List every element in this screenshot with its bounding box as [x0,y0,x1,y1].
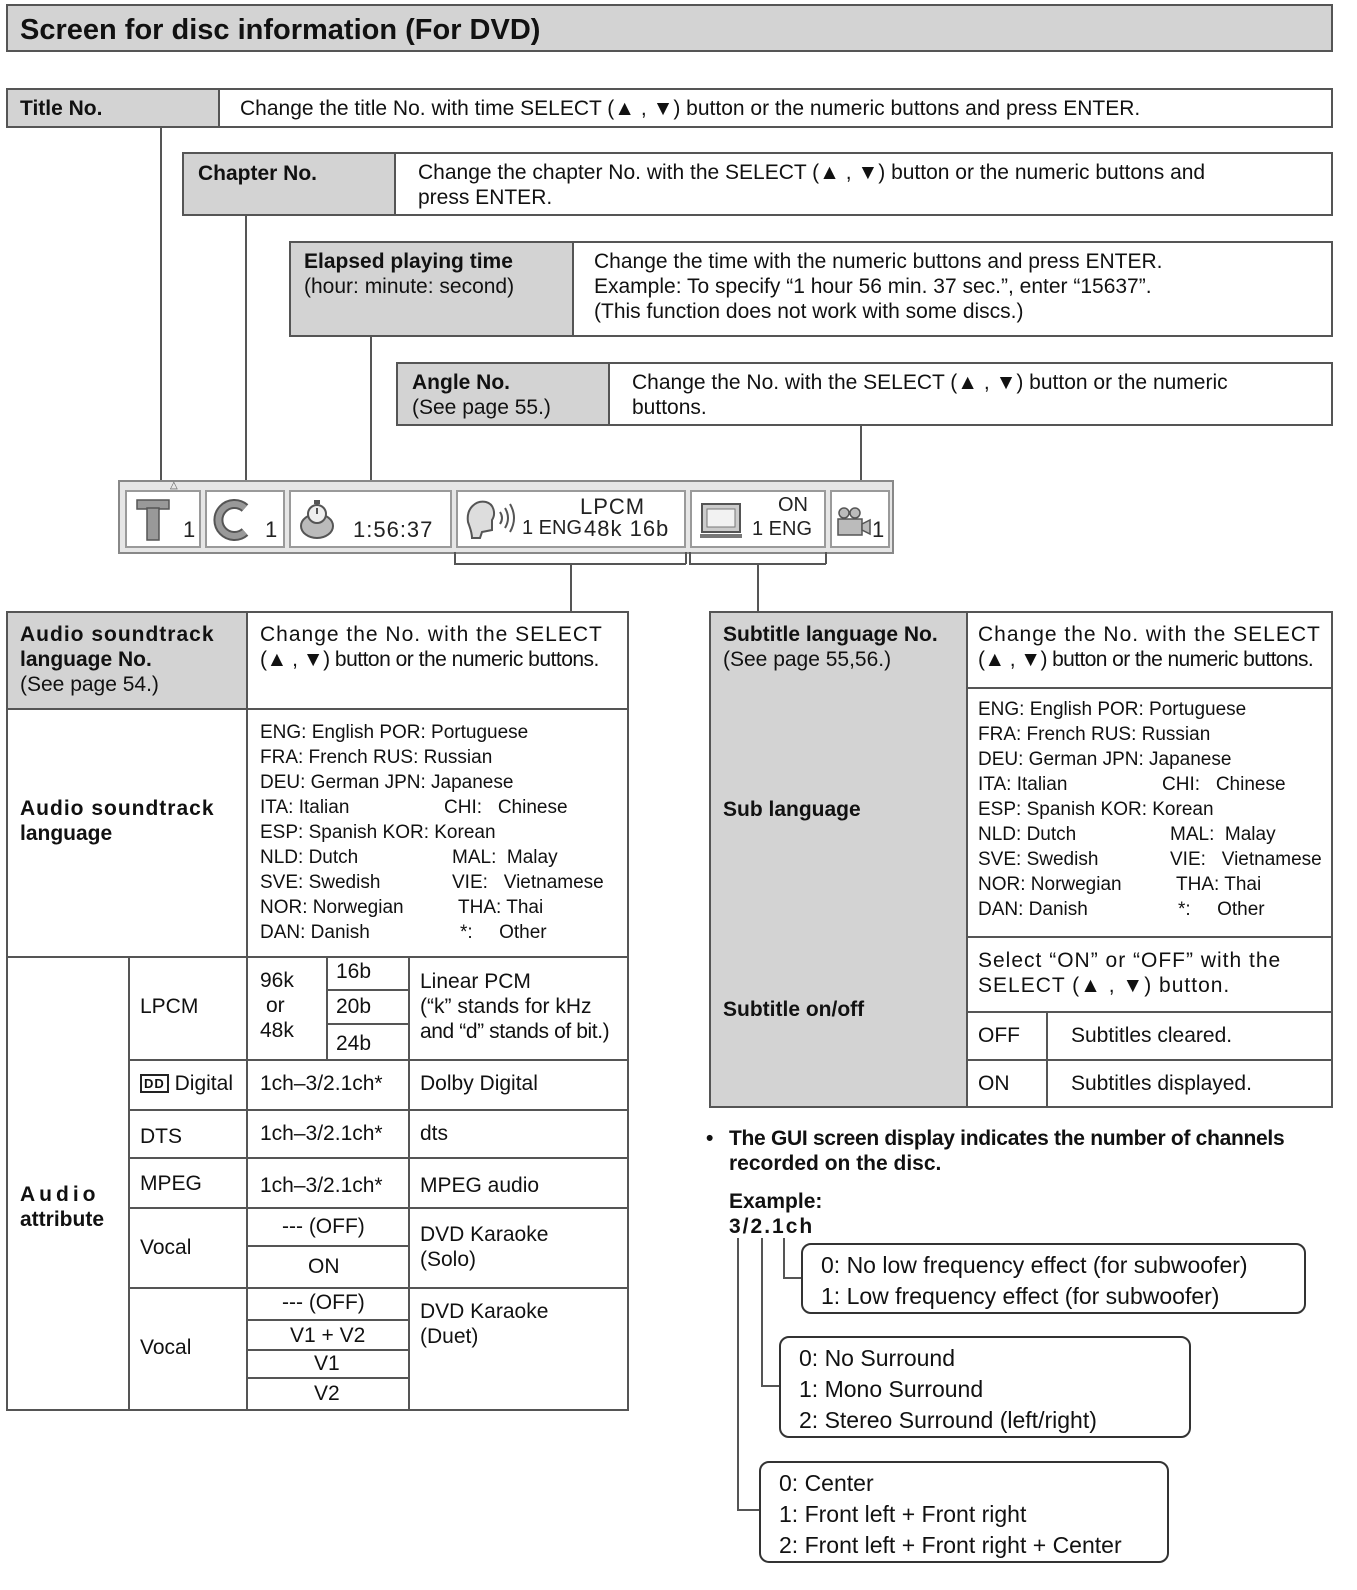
vocal-duet-v1: V1 [314,1352,340,1375]
sub-lang-7: NOR: Norwegian [978,874,1122,895]
lpcm-rate-line1: 96k [260,969,294,992]
vocal-duet-v1v2: V1 + V2 [290,1324,366,1347]
lpcm-bits-24: 24b [336,1032,372,1055]
subtitle-onoff-desc-line2: SELECT (▲ , ▼) button. [978,974,1231,997]
subtitle-header-desc-line1: Change the No. with the SELECT [978,623,1321,646]
subtitle-header-line2: (See page 55,56.) [723,648,892,671]
connector-front [737,1238,739,1510]
connector-angle [860,426,862,482]
audio-header-line1: Audio soundtrack [20,623,215,646]
elapsed-desc-line2: Example: To specify “1 hour 56 min. 37 sec.”, enter “15637”. [594,275,1152,298]
front-line3: 2: Front left + Front right + Center [779,1532,1122,1558]
sub-lang-3: ITA: Italian [978,774,1068,795]
title-no-label-box [6,88,220,128]
surround-line1: 0: No Surround [799,1345,955,1371]
lpcm-rate-cell [246,956,328,1061]
monitor-icon [700,502,744,540]
sub-language-list [966,687,1331,938]
audio-header-desc-cell [246,613,627,710]
audio-lang-1: FRA: French RUS: Russian [260,747,493,768]
angle-no-label-line2: (See page 55.) [412,396,551,419]
audio-lang-label-line2: language [20,822,113,845]
vocal-duet-name: Vocal [140,1336,192,1359]
audio-lang-0: ENG: English POR: Portuguese [260,722,529,743]
angle-no-label-line1: Angle No. [412,371,510,394]
example-label: Example: [729,1190,823,1213]
vocal-solo-on-cell [246,1245,410,1289]
surround-box [779,1336,1191,1438]
subtitle-onoff-desc-cell [966,936,1331,1013]
connector-lfe [783,1238,785,1278]
dts-name-cell [128,1109,248,1159]
mpeg-name-cell [128,1157,248,1209]
elapsed-label-box [289,241,574,337]
mpeg-desc: MPEG audio [420,1174,540,1197]
subtitle-onoff-label-cell [711,936,968,1106]
angle-no-desc-box [608,362,1333,426]
subtitle-on-desc-cell [1046,1059,1331,1106]
dolby-channels-cell [246,1059,410,1111]
osd-angle-segment [830,490,890,548]
osd-audio-format: 48k 16b [584,516,670,541]
audio-attr-label-cell [8,956,130,1409]
subtitle-on-key-cell [966,1059,1048,1106]
dts-name: DTS [140,1125,182,1148]
lpcm-desc-line2: (“k” stands for kHz [420,995,592,1018]
chapter-no-desc-box [394,152,1333,216]
angle-no-desc-line1: Change the No. with the SELECT (▲ , ▼) button or the numeric [632,371,1228,394]
audio-attr-label-line1: Audio [20,1183,100,1206]
vocal-solo-name-cell [128,1207,248,1289]
dts-channels: 1ch–3/2.1ch* [260,1122,383,1145]
vocal-solo-on: ON [308,1255,340,1278]
vocal-duet-name-cell [128,1287,248,1409]
osd-time-value: 1:56:37 [353,517,434,542]
note-line1: The GUI screen display indicates the number of channels [729,1127,1285,1150]
lpcm-bits-16: 16b [336,960,372,983]
connector-audio [570,563,572,611]
mpeg-desc-cell [408,1157,627,1209]
sub-lang-4: ESP: Spanish KOR: Korean [978,799,1214,820]
lfe-box [801,1243,1306,1314]
dolby-channels: 1ch–3/2.1ch* [260,1072,383,1095]
connector-lfe-h [783,1277,803,1279]
mpeg-channels: 1ch–3/2.1ch* [260,1174,383,1197]
front-box [759,1461,1169,1563]
audio-attr-label-line2: attribute [20,1208,104,1231]
audio-lang-7b: THA: Thai [458,897,544,918]
sub-language-label-cell [711,687,968,938]
audio-header-desc-line1: Change the No. with the SELECT [260,623,603,646]
vocal-duet-desc-line1: DVD Karaoke [420,1300,549,1323]
bracket-subtitle-right [825,552,827,564]
audio-lang-7: NOR: Norwegian [260,897,404,918]
speaker-head-icon [462,496,520,542]
sub-lang-6: SVE: Swedish [978,849,1099,870]
front-line1: 0: Center [779,1470,874,1496]
connector-elapsed [370,337,372,482]
dolby-desc-cell [408,1059,627,1111]
audio-header-label-cell [8,613,248,710]
osd-angle-value: 1 [872,517,885,542]
front-line2: 1: Front left + Front right [779,1501,1027,1527]
audio-lang-2: DEU: German JPN: Japanese [260,772,514,793]
chapter-no-label: Chapter No. [198,162,318,185]
sub-lang-8b: *: Other [1178,899,1265,920]
audio-lang-label-cell [8,708,248,958]
sub-lang-5b: MAL: Malay [1170,824,1276,845]
audio-lang-3: ITA: Italian [260,797,350,818]
dolby-logo-icon: DD [140,1074,169,1093]
bracket-audio-right [685,552,687,564]
osd-audio-track: 1 ENG [522,517,583,539]
vocal-duet-desc-cell [408,1287,627,1409]
sub-lang-5: NLD: Dutch [978,824,1077,845]
subtitle-off-key-cell [966,1011,1048,1061]
vocal-duet-off: --- (OFF) [282,1291,365,1314]
camera-icon [836,506,872,540]
mpeg-name: MPEG [140,1172,202,1195]
lfe-line2: 1: Low frequency effect (for subwoofer) [821,1283,1220,1309]
audio-lang-5b: MAL: Malay [452,847,558,868]
connector-title [160,128,162,482]
dolby-desc: Dolby Digital [420,1072,538,1095]
lpcm-desc-cell [408,956,627,1061]
audio-header-desc-line2: (▲ , ▼) button or the numeric buttons. [260,648,599,671]
lpcm-rate-line2: or [266,994,285,1017]
osd-chapter-value: 1 [265,517,278,542]
mpeg-channels-cell [246,1157,410,1209]
osd-subtitle-track: 1 ENG [752,518,813,540]
subtitle-on-key: ON [978,1072,1010,1095]
osd-subtitle-segment [690,490,826,548]
title-t-icon [135,498,171,542]
example-value: 3/2.1ch [729,1215,815,1238]
dolby-name: Digital [174,1072,233,1095]
elapsed-label-line1: Elapsed playing time [304,250,513,273]
lpcm-desc-line3: and “d” stands of bit.) [420,1020,610,1043]
sub-lang-7b: THA: Thai [1176,874,1262,895]
surround-line3: 2: Stereo Surround (left/right) [799,1407,1097,1433]
sub-lang-2: DEU: German JPN: Japanese [978,749,1232,770]
audio-header-line3: (See page 54.) [20,673,159,696]
subtitle-header-desc-line2: (▲ , ▼) button or the numeric buttons. [978,648,1314,671]
audio-lang-8: DAN: Danish [260,922,370,943]
subtitle-header-line1: Subtitle language No. [723,623,938,646]
page-title: Screen for disc information (For DVD) [20,14,541,46]
chapter-no-desc-line1: Change the chapter No. with the SELECT (▲ , ▼) button or the numeric buttons and [418,161,1206,184]
vocal-solo-desc-cell [408,1207,627,1289]
connector-surround-h [761,1385,781,1387]
connector-front-h [737,1509,761,1511]
vocal-solo-desc-line1: DVD Karaoke [420,1223,549,1246]
audio-lang-3b: CHI: Chinese [444,797,568,818]
osd-title-value: 1 [183,517,196,542]
audio-lang-label-line1: Audio soundtrack [20,797,215,820]
osd-title-segment [125,490,201,548]
lfe-line1: 0: No low frequency effect (for subwoofer) [821,1252,1248,1278]
title-no-desc: Change the title No. with time SELECT (▲ , ▼) button or the numeric buttons and press ENTER. [240,97,1141,120]
subtitle-onoff-desc-line1: Select “ON” or “OFF” with the [978,949,1282,972]
sub-language-label: Sub language [723,798,861,821]
sub-lang-6b: VIE: Vietnamese [1170,849,1322,870]
subtitle-header-label-cell [711,613,968,689]
dolby-name-cell [128,1059,248,1111]
subtitle-on-desc: Subtitles displayed. [1071,1072,1252,1095]
vocal-solo-name: Vocal [140,1236,192,1259]
elapsed-desc-line1: Change the time with the numeric buttons and press ENTER. [594,250,1163,273]
sub-lang-0: ENG: English POR: Portuguese [978,699,1247,720]
osd-audio-segment [456,490,686,548]
osd-audio-top: LPCM [580,494,646,519]
audio-lang-6: SVE: Swedish [260,872,381,893]
osd-subtitle-state: ON [778,494,808,516]
lpcm-name-cell [128,956,248,1061]
vocal-duet-desc-line2: (Duet) [420,1325,479,1348]
connector-surround [761,1238,763,1386]
angle-no-label-box [396,362,610,426]
osd-chapter-segment [205,490,285,548]
connector-subtitle [757,563,759,611]
chapter-no-desc-line2: press ENTER. [418,186,553,209]
lpcm-bits-20-cell [326,989,410,1025]
dts-desc: dts [420,1122,449,1145]
vocal-solo-off: --- (OFF) [282,1215,365,1238]
elapsed-desc-line3: (This function does not work with some discs.) [594,300,1024,323]
lpcm-rate-line3: 48k [260,1019,294,1042]
osd-bar [118,480,894,554]
audio-lang-5: NLD: Dutch [260,847,359,868]
osd-time-segment [289,490,452,548]
vocal-solo-off-cell [246,1207,410,1247]
lpcm-bits-20: 20b [336,995,372,1018]
lpcm-name: LPCM [140,995,199,1018]
audio-panel [6,611,629,1411]
vocal-duet-v2: V2 [314,1382,340,1405]
lpcm-bits-24-cell [326,1023,410,1061]
audio-header-line2: language No. [20,648,152,671]
vocal-duet-v2-cell [246,1377,410,1409]
audio-lang-8b: *: Other [460,922,547,943]
subtitle-header-desc-cell [966,613,1331,689]
audio-lang-4: ESP: Spanish KOR: Korean [260,822,496,843]
surround-line2: 1: Mono Surround [799,1376,984,1402]
subtitle-off-key: OFF [978,1024,1020,1047]
lpcm-desc-line1: Linear PCM [420,970,531,993]
subtitle-onoff-label: Subtitle on/off [723,998,865,1021]
vocal-duet-v1-cell [246,1349,410,1379]
title-marker-icon: △ [170,480,178,491]
connector-chapter [245,216,247,482]
audio-lang-list [246,708,627,958]
subtitle-off-desc-cell [1046,1011,1331,1061]
vocal-duet-v1v2-cell [246,1319,410,1351]
dts-desc-cell [408,1109,627,1159]
vocal-duet-off-cell [246,1287,410,1321]
dts-channels-cell [246,1109,410,1159]
title-no-label: Title No. [20,97,103,120]
elapsed-desc-box [572,241,1333,337]
lpcm-bits-16-cell [326,956,410,991]
subtitle-panel [709,611,1333,1108]
chapter-c-icon [213,498,253,542]
title-no-desc-box [218,88,1333,128]
angle-no-desc-line2: buttons. [632,396,707,419]
sub-lang-1: FRA: French RUS: Russian [978,724,1211,745]
note-line2: recorded on the disc. [729,1152,942,1175]
vocal-solo-desc-line2: (Solo) [420,1248,477,1271]
audio-lang-6b: VIE: Vietnamese [452,872,604,893]
sub-lang-3b: CHI: Chinese [1162,774,1286,795]
note-bullet: • [706,1127,714,1150]
subtitle-off-desc: Subtitles cleared. [1071,1024,1233,1047]
sub-lang-8: DAN: Danish [978,899,1088,920]
elapsed-label-line2: (hour: minute: second) [304,275,515,298]
chapter-no-label-box [182,152,396,216]
page-title-bar [6,4,1333,52]
disc-timer-icon [297,496,337,542]
